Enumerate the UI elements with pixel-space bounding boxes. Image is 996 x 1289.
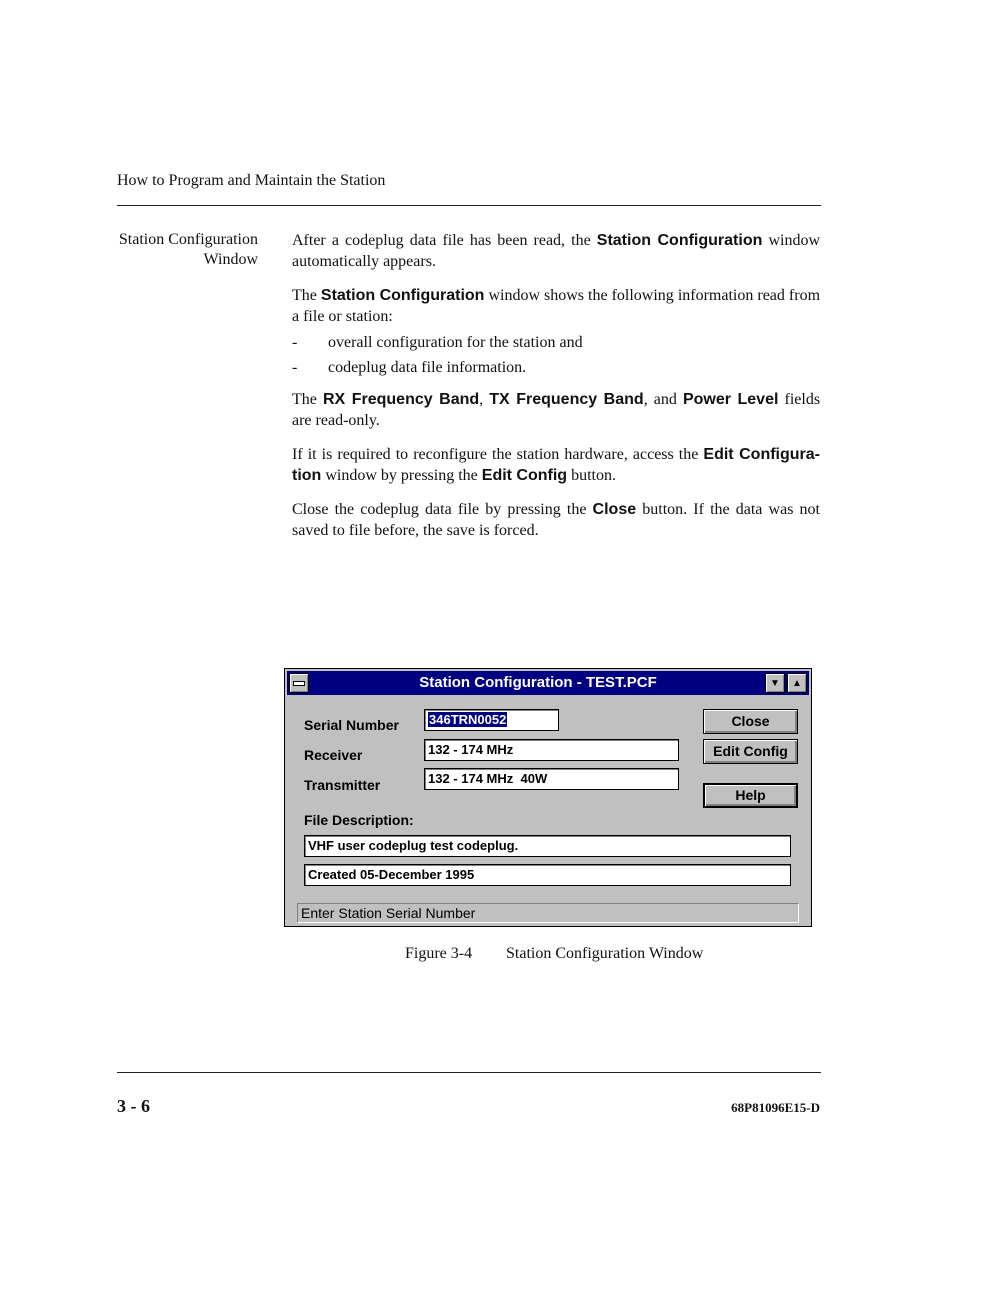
section-heading-line2: Window <box>203 251 258 268</box>
maximize-button[interactable] <box>787 673 807 693</box>
list-item: - codeplug data file information. <box>292 359 527 376</box>
title-bar[interactable] <box>287 671 809 695</box>
page-number: 3 - 6 <box>117 1096 150 1116</box>
chevron-up-icon: ▲ <box>792 677 802 689</box>
file-description-label: File Description: <box>304 812 414 828</box>
figure-caption <box>405 945 703 963</box>
minimize-button[interactable] <box>765 673 785 693</box>
figure-label: Figure 3-4 <box>405 945 473 962</box>
transmitter-field: 132 - 174 MHz 40W <box>424 768 679 790</box>
station-configuration-dialog <box>284 668 812 927</box>
edit-config-button[interactable]: Edit Config <box>703 739 798 764</box>
help-button[interactable]: Help <box>703 783 798 808</box>
paragraph-3: The RX Frequency Band, TX Frequency Band, and Power Level fields are read-only. <box>292 391 821 429</box>
file-description-line2[interactable]: Created 05-December 1995 <box>304 864 791 886</box>
status-bar: Enter Station Serial Number <box>297 903 799 923</box>
body-text <box>292 230 820 554</box>
running-header: How to Program and Maintain the Station <box>117 172 386 189</box>
serial-number-label: Serial Number <box>304 717 399 733</box>
section-heading-line1: Station Configuration <box>118 231 258 248</box>
dialog-title: Station Configuration - TEST.PCF <box>419 674 657 691</box>
serial-number-field[interactable]: 346TRN0052 <box>424 709 559 731</box>
paragraph-1: After a codeplug data file has been read, the Station Configuration window automatically appears. <box>292 232 821 270</box>
footer-rule <box>117 1072 821 1073</box>
file-description-line1[interactable]: VHF user codeplug test codeplug. <box>304 835 791 857</box>
system-menu-icon <box>293 681 305 686</box>
figure-title: Station Configuration Window <box>506 945 704 962</box>
system-menu-button[interactable] <box>289 673 309 693</box>
chevron-down-icon: ▼ <box>770 677 780 689</box>
header-rule <box>117 205 821 206</box>
receiver-label: Receiver <box>304 747 363 763</box>
transmitter-label: Transmitter <box>304 777 381 793</box>
section-heading <box>117 230 258 270</box>
paragraph-2: The Station Configuration window shows the following information read from a file or station: <box>292 287 821 325</box>
close-button[interactable]: Close <box>703 709 798 734</box>
bullet-list <box>292 332 820 378</box>
paragraph-5: Close the codeplug data file by pressing the Close button. If the data was not saved to file before, the save is forced. <box>292 501 820 539</box>
receiver-field: 132 - 174 MHz <box>424 739 679 761</box>
document-number: 68P81096E15-D <box>731 1100 820 1115</box>
paragraph-4: If it is required to reconfigure the station hardware, access the Edit Configura-tion window by pressing the Edit Config button. <box>292 446 820 484</box>
list-item: - overall configuration for the station and <box>292 334 583 351</box>
